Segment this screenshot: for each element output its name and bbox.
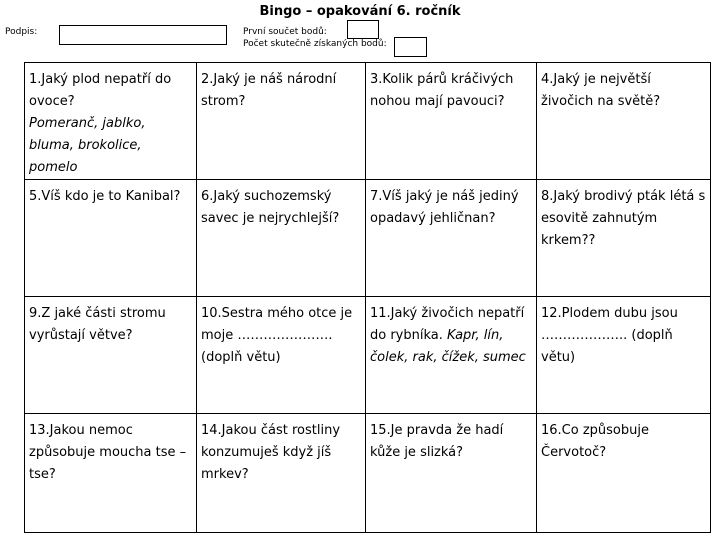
question-text: 10.Sestra mého otce je moje …………………. (doplň větu)	[201, 306, 353, 365]
bingo-grid	[24, 62, 711, 533]
question-text: 15.Je pravda že hadí kůže je slizká?	[370, 423, 504, 460]
question-text: 9.Z jaké části stromu vyrůstají větve?	[29, 306, 166, 343]
bingo-cell[interactable]	[537, 297, 711, 414]
actual-points-label: Počet skutečně získaných bodů:	[243, 39, 387, 49]
question-text: 16.Co způsobuje Červotoč?	[541, 423, 649, 460]
question-text: 7.Víš jaký je náš jediný opadavý jehličnan?	[370, 189, 519, 226]
page-title: Bingo – opakování 6. ročník	[259, 4, 461, 19]
question-text: 8.Jaký brodivý pták létá s esovitě zahnutým krkem??	[541, 189, 706, 248]
bingo-cell[interactable]	[197, 414, 366, 533]
bingo-cell[interactable]	[366, 414, 537, 533]
bingo-cell[interactable]	[25, 414, 197, 533]
question-text: 13.Jakou nemoc způsobuje moucha tse – tse?	[29, 423, 187, 482]
bingo-cell[interactable]	[366, 63, 537, 180]
bingo-cell[interactable]	[537, 63, 711, 180]
answer-options: Pomeranč, jablko, bluma, brokolice, pomelo	[29, 116, 146, 175]
signature-field[interactable]	[59, 25, 227, 45]
question-text: 12.Plodem dubu jsou ……………….. (doplň větu)	[541, 306, 678, 365]
answer-options: Kapr, lín, čolek, rak, čížek, sumec	[370, 328, 526, 365]
bingo-cell[interactable]	[197, 180, 366, 297]
bingo-cell[interactable]	[197, 297, 366, 414]
bingo-cell[interactable]	[25, 297, 197, 414]
question-text: 6.Jaký suchozemský savec je nejrychlejší?	[201, 189, 340, 226]
signature-label: Podpis:	[5, 27, 38, 37]
question-text: 11.Jaký živočich nepatří do rybníka.	[370, 306, 525, 343]
question-text: 3.Kolik párů kráčivých nohou mají pavouci?	[370, 72, 514, 109]
question-text: 2.Jaký je náš národní strom?	[201, 72, 337, 109]
bingo-cell[interactable]	[366, 297, 537, 414]
actual-points-field[interactable]	[394, 37, 427, 57]
question-text: 4.Jaký je největší živočich na světě?	[541, 72, 661, 109]
first-sum-label: První součet bodů:	[243, 27, 327, 37]
bingo-cell[interactable]	[366, 180, 537, 297]
question-text: 5.Víš kdo je to Kanibal?	[29, 189, 181, 204]
bingo-cell[interactable]	[25, 63, 197, 180]
bingo-cell[interactable]	[25, 180, 197, 297]
bingo-cell[interactable]	[537, 414, 711, 533]
question-text: 14.Jakou část rostliny konzumuješ když jíš mrkev?	[201, 423, 341, 482]
bingo-cell[interactable]	[197, 63, 366, 180]
bingo-cell[interactable]	[537, 180, 711, 297]
first-sum-field[interactable]	[347, 20, 379, 39]
question-text: 1.Jaký plod nepatří do ovoce?	[29, 72, 172, 109]
